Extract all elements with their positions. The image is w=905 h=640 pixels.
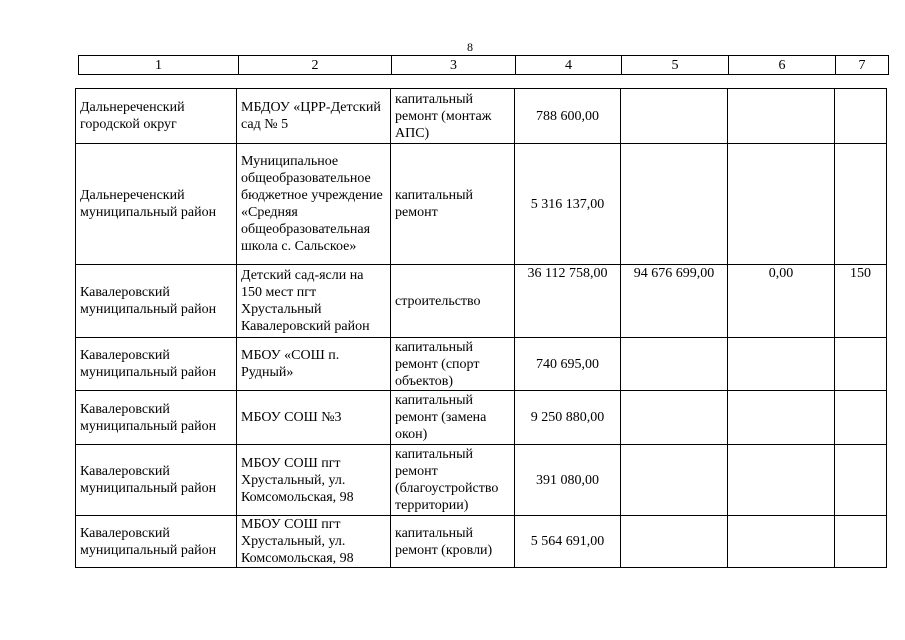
cell-amount-7 [835,391,887,445]
cell-amount-6 [728,445,835,516]
cell-municipality: Кавалеровский муниципальный район [76,338,237,391]
cell-amount-6 [728,338,835,391]
header-col-5: 5 [622,56,729,75]
cell-municipality: Кавалеровский муниципальный район [76,265,237,338]
cell-amount-4: 5 564 691,00 [515,516,621,568]
header-col-7: 7 [836,56,889,75]
table-row [76,144,887,265]
header-col-3: 3 [392,56,516,75]
cell-amount-6: 0,00 [728,265,835,338]
cell-amount-4: 9 250 880,00 [515,391,621,445]
table-row [76,89,887,144]
cell-institution: МБОУ «СОШ п. Рудный» [237,338,391,391]
data-table [75,88,887,568]
cell-amount-6 [728,89,835,144]
cell-amount-7 [835,89,887,144]
cell-institution: Детский сад-ясли на 150 мест пгт Хрустальный Кавалеровский район [237,265,391,338]
cell-amount-4: 788 600,00 [515,89,621,144]
cell-amount-7 [835,338,887,391]
cell-amount-6 [728,516,835,568]
page-number: 8 [467,40,473,54]
cell-institution: МБОУ СОШ №3 [237,391,391,445]
cell-work-type: капитальный ремонт (благоустройство территории) [391,445,515,516]
cell-institution: МБДОУ «ЦРР-Детский сад № 5 [237,89,391,144]
table-row [76,338,887,391]
table-row [76,445,887,516]
column-number-header [78,55,889,75]
cell-work-type: капитальный ремонт (кровли) [391,516,515,568]
cell-work-type: строительство [391,265,515,338]
header-col-4: 4 [516,56,622,75]
cell-amount-6 [728,144,835,265]
table-row [76,265,887,338]
cell-work-type: капитальный ремонт [391,144,515,265]
cell-amount-7 [835,144,887,265]
cell-amount-5 [621,391,728,445]
cell-amount-7 [835,445,887,516]
cell-amount-5 [621,445,728,516]
cell-municipality: Кавалеровский муниципальный район [76,391,237,445]
cell-municipality: Кавалеровский муниципальный район [76,516,237,568]
table-row [76,516,887,568]
table-row [76,391,887,445]
cell-amount-4: 391 080,00 [515,445,621,516]
cell-institution: Муниципальное общеобразовательное бюджетное учреждение «Средняя общеобразовательная школа с. Сальское» [237,144,391,265]
cell-amount-4: 36 112 758,00 [515,265,621,338]
cell-municipality: Дальнереченский муниципальный район [76,144,237,265]
header-col-2: 2 [239,56,392,75]
cell-municipality: Кавалеровский муниципальный район [76,445,237,516]
header-col-1: 1 [79,56,239,75]
cell-amount-5 [621,89,728,144]
cell-amount-4: 740 695,00 [515,338,621,391]
header-col-6: 6 [729,56,836,75]
cell-amount-6 [728,391,835,445]
cell-institution: МБОУ СОШ пгт Хрустальный, ул. Комсомольская, 98 [237,445,391,516]
cell-municipality: Дальнереченский городской округ [76,89,237,144]
cell-amount-5 [621,338,728,391]
cell-amount-7 [835,516,887,568]
cell-work-type: капитальный ремонт (замена окон) [391,391,515,445]
cell-work-type: капитальный ремонт (монтаж АПС) [391,89,515,144]
cell-amount-5 [621,144,728,265]
cell-institution: МБОУ СОШ пгт Хрустальный, ул. Комсомольская, 98 [237,516,391,568]
header-row [79,56,889,75]
cell-amount-7: 150 [835,265,887,338]
cell-work-type: капитальный ремонт (спорт объектов) [391,338,515,391]
cell-amount-5: 94 676 699,00 [621,265,728,338]
cell-amount-4: 5 316 137,00 [515,144,621,265]
cell-amount-5 [621,516,728,568]
